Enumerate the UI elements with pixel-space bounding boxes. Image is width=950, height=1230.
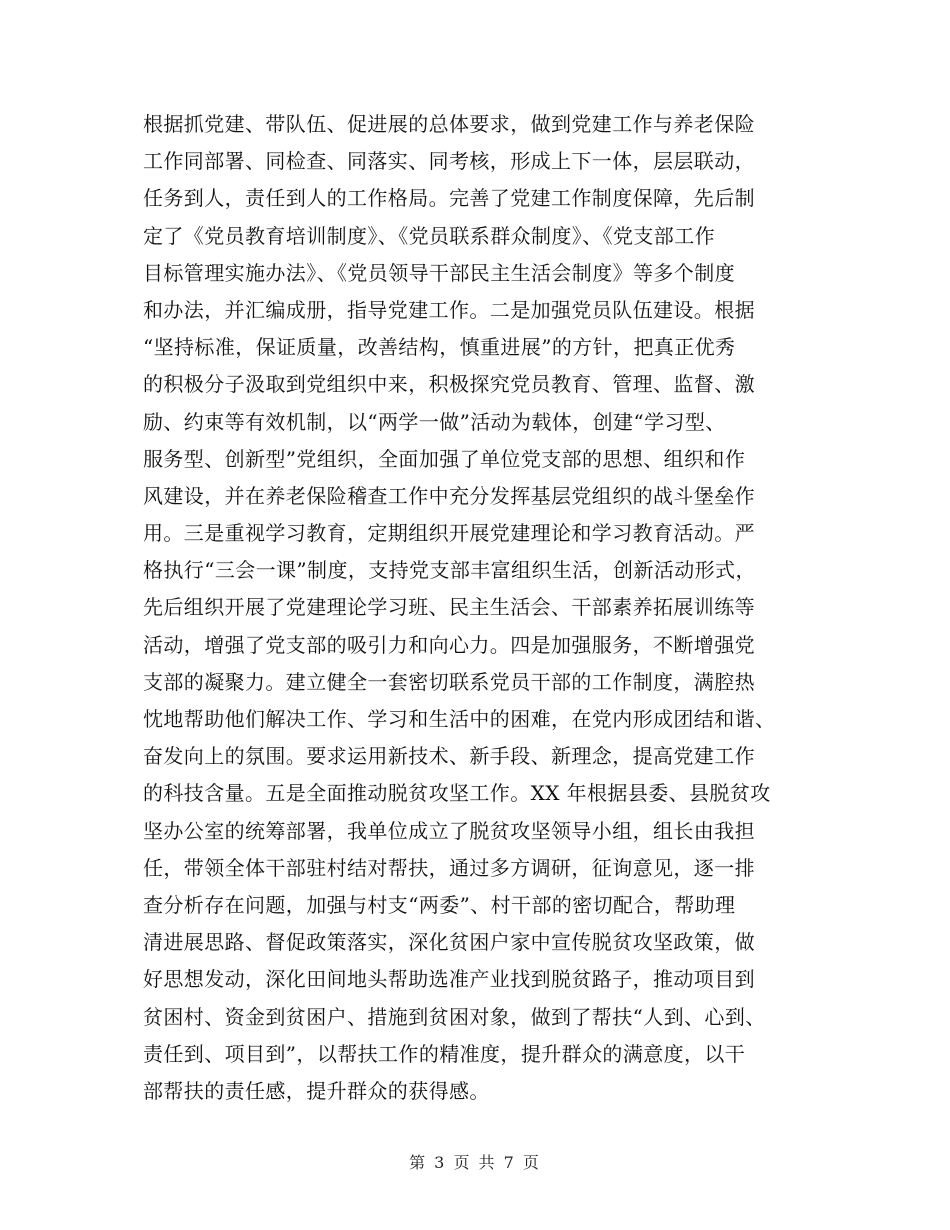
text-line: “坚持标准，保证质量，改善结构，慎重进展”的方针，把真正优秀 <box>143 335 736 360</box>
text-line: 用。三是重视学习教育，定期组织开展党建理论和学习教育活动。严 <box>143 521 755 546</box>
text-line: 清进展思路、督促政策落实，深化贫困户家中宣传脱贫攻坚政策，做 <box>143 930 755 955</box>
text-line: 查分析存在问题，加强与村支“两委”、村干部的密切配合，帮助理 <box>143 892 736 917</box>
text-line: 好思想发动，深化田间地头帮助选准产业找到脱贫路子，推动项目到 <box>143 967 755 992</box>
text-line: 责任到、项目到”，以帮扶工作的精准度，提升群众的满意度，以干 <box>143 1041 746 1066</box>
text-line: 励、约束等有效机制，以“两学一做”活动为载体，创建“学习型、 <box>143 409 726 434</box>
text-line: 目标管理实施办法》、《党员领导干部民主生活会制度》等多个制度 <box>143 260 735 285</box>
text-line: 奋发向上的氛围。要求运用新技术、新手段、新理念，提高党建工作 <box>143 744 755 769</box>
text-line: 工作同部署、同检查、同落实、同考核，形成上下一体，层层联动， <box>143 149 755 174</box>
text-line: 先后组织开展了党建理论学习班、民主生活会、干部素养拓展训练等 <box>143 595 755 620</box>
text-line: 定了《党员教育培训制度》、《党员联系群众制度》、《党支部工作 <box>143 223 715 248</box>
text-line: 支部的凝聚力。建立健全一套密切联系党员干部的工作制度，满腔热 <box>143 669 755 694</box>
text-line: 服务型、创新型”党组织，全面加强了单位党支部的思想、组织和作 <box>143 446 746 471</box>
text-line: 部帮扶的责任感，提升群众的获得感。 <box>143 1078 490 1103</box>
text-line: 任务到人，责任到人的工作格局。完善了党建工作制度保障，先后制 <box>143 186 755 211</box>
body-text <box>143 106 823 1110</box>
text-line: 的科技含量。五是全面推动脱贫攻坚工作。XX 年根据县委、县脱贫攻 <box>143 781 771 806</box>
text-line: 忱地帮助他们解决工作、学习和生活中的困难，在党内形成团结和谐、 <box>143 707 776 731</box>
text-line: 风建设，并在养老保险稽查工作中充分发挥基层党组织的战斗堡垒作 <box>143 483 755 508</box>
text-line: 活动，增强了党支部的吸引力和向心力。四是加强服务，不断增强党 <box>143 632 755 657</box>
page-footer <box>0 1150 950 1173</box>
text-line: 格执行“三会一课”制度，支持党支部丰富组织生活，创新活动形式， <box>143 558 756 583</box>
text-line: 的积极分子汲取到党组织中来，积极探究党员教育、管理、监督、激 <box>143 372 755 397</box>
page-number: 第 3 页 共 7 页 <box>409 1153 541 1172</box>
text-line: 贫困村、资金到贫困户、措施到贫困对象，做到了帮扶“人到、心到、 <box>143 1004 766 1029</box>
text-line: 任，带领全体干部驻村结对帮扶，通过多方调研，征询意见，逐一排 <box>143 855 755 880</box>
text-line: 坚办公室的统筹部署，我单位成立了脱贫攻坚领导小组，组长由我担 <box>143 818 755 843</box>
text-line: 和办法，并汇编成册，指导党建工作。二是加强党员队伍建设。根据 <box>143 297 755 322</box>
text-line: 根据抓党建、带队伍、促进展的总体要求，做到党建工作与养老保险 <box>143 112 755 136</box>
